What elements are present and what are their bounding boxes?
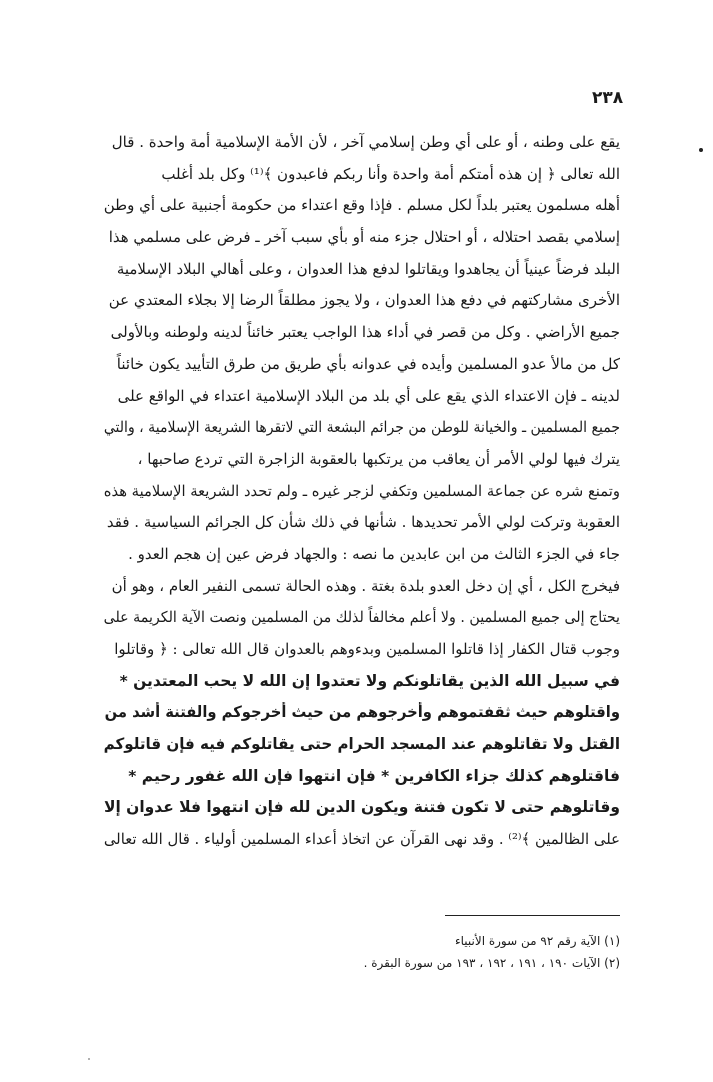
quran-verse-line: وقاتلوهم حتى لا تكون فتنة ويكون الدين لله فإن انتهوا فلا عدوان إلا: [103, 798, 621, 817]
text-line: إسلامي بقصد احتلاله ، أو احتلال جزء منه أو بأي سبب آخر ـ فرض على مسلمي هذا: [108, 228, 620, 247]
text-line: كل من مالأ عدو المسلمين وأيده في عدوانه بأي طريق من طرق التأييد يكون خائناً: [116, 354, 620, 373]
text-line: البلد فرضاً عينياً أن يجاهدوا ويقاتلوا لدفع هذا العدوان ، وعلى أهالي البلاد الإسلامية: [116, 259, 620, 278]
footnote: (١) الآية رقم ٩٢ من سورة الأنبياء: [454, 934, 620, 948]
quran-verse-line: في سبيل الله الذين يقاتلونكم ولا تعتدوا إن الله لا يحب المعتدين *: [119, 671, 620, 690]
text-line: جاء في الجزء الثالث من ابن عابدين ما نصه : والجهاد فرض عين إن هجم العدو .: [128, 544, 620, 563]
text-line: وجوب قتال الكفار إذا قاتلوا المسلمين وبدءوهم بالعدوان قال الله تعالى : ﴿ وقاتلوا: [114, 640, 620, 658]
text-line: على الظالمين ﴾⁽²⁾ . وقد نهى القرآن عن اتخاذ أعداء المسلمين أولياء . قال الله تعالى: [103, 830, 620, 849]
scan-mark: [88, 1058, 90, 1060]
footnotes: [340, 930, 620, 974]
text-line: فيخرج الكل ، أي إن دخل العدو بلدة بغتة . وهذه الحالة تسمى النفير العام ، وهو أن: [111, 576, 620, 595]
page-number: ٢٣٨: [592, 88, 624, 108]
text-line: جميع المسلمين ـ والخيانة للوطن من جرائم البشعة التي لاتقرها الشريعة الإسلامية ، والتي: [103, 418, 621, 437]
footnote-separator: [445, 915, 620, 916]
text-line: لدينه ـ فإن الاعتداء الذي يقع على أي بلد من البلاد الإسلامية اعتداء في الواقع على: [117, 386, 620, 405]
text-line: العقوبة وتركت لولي الأمر تحديدها . شأنها في ذلك شأن كل الجرائم السياسية . فقد: [106, 513, 620, 532]
text-line: الله تعالى ﴿ إن هذه أمتكم أمة واحدة وأنا ربكم فاعبدون ﴾⁽¹⁾ وكل بلد أغلب: [161, 164, 620, 183]
text-line: أهله مسلمون يعتبر بلداً لكل مسلم . فإذا وقع اعتداء من حكومة أجنبية على أي وطن: [104, 196, 620, 215]
text-line: يقع على وطنه ، أو على أي وطن إسلامي آخر ، لأن الأمة الإسلامية أمة واحدة . قال: [111, 133, 620, 151]
quran-verse-line: فاقتلوهم كذلك جزاء الكافرين * فإن انتهوا فإن الله غفور رحيم *: [128, 766, 620, 785]
text-line: جميع الأراضي . وكل من قصر في أداء هذا الواجب يعتبر خائناً لدينه ولوطنه وبالأولى: [110, 323, 620, 342]
text-line: وتمنع شره عن جماعة المسلمين وتكفي لزجر غيره ـ ولم تحدد الشريعة الإسلامية هذه: [103, 481, 621, 500]
text-line: يترك فيها لولي الأمر أن يعاقب من يرتكبها بالعقوبة الزاجرة التي تردع صاحبها ،: [137, 449, 620, 468]
footnote: (٢) الآيات ١٩٠ ، ١٩١ ، ١٩٢ ، ١٩٣ من سورة البقرة .: [363, 956, 620, 970]
text-line: يحتاج إلى جميع المسلمين . ولا أعلم مخالفاً لذلك من المسلمين ونصت الآية الكريمة على: [103, 608, 620, 627]
scan-mark: [699, 148, 703, 152]
quran-verse-line: واقتلوهم حيث ثقفتموهم وأخرجوهم من حيث أخرجوكم والفتنة أشد من: [104, 703, 620, 722]
body-text: [104, 127, 620, 856]
text-line: الأخرى مشاركتهم في دفع هذا العدوان ، ولا يجوز مطلقاً الرضا إلا بجلاء المعتدي عن: [108, 291, 620, 310]
quran-verse-line: القتل ولا تقاتلوهم عند المسجد الحرام حتى يقاتلوكم فيه فإن قاتلوكم: [103, 735, 621, 754]
